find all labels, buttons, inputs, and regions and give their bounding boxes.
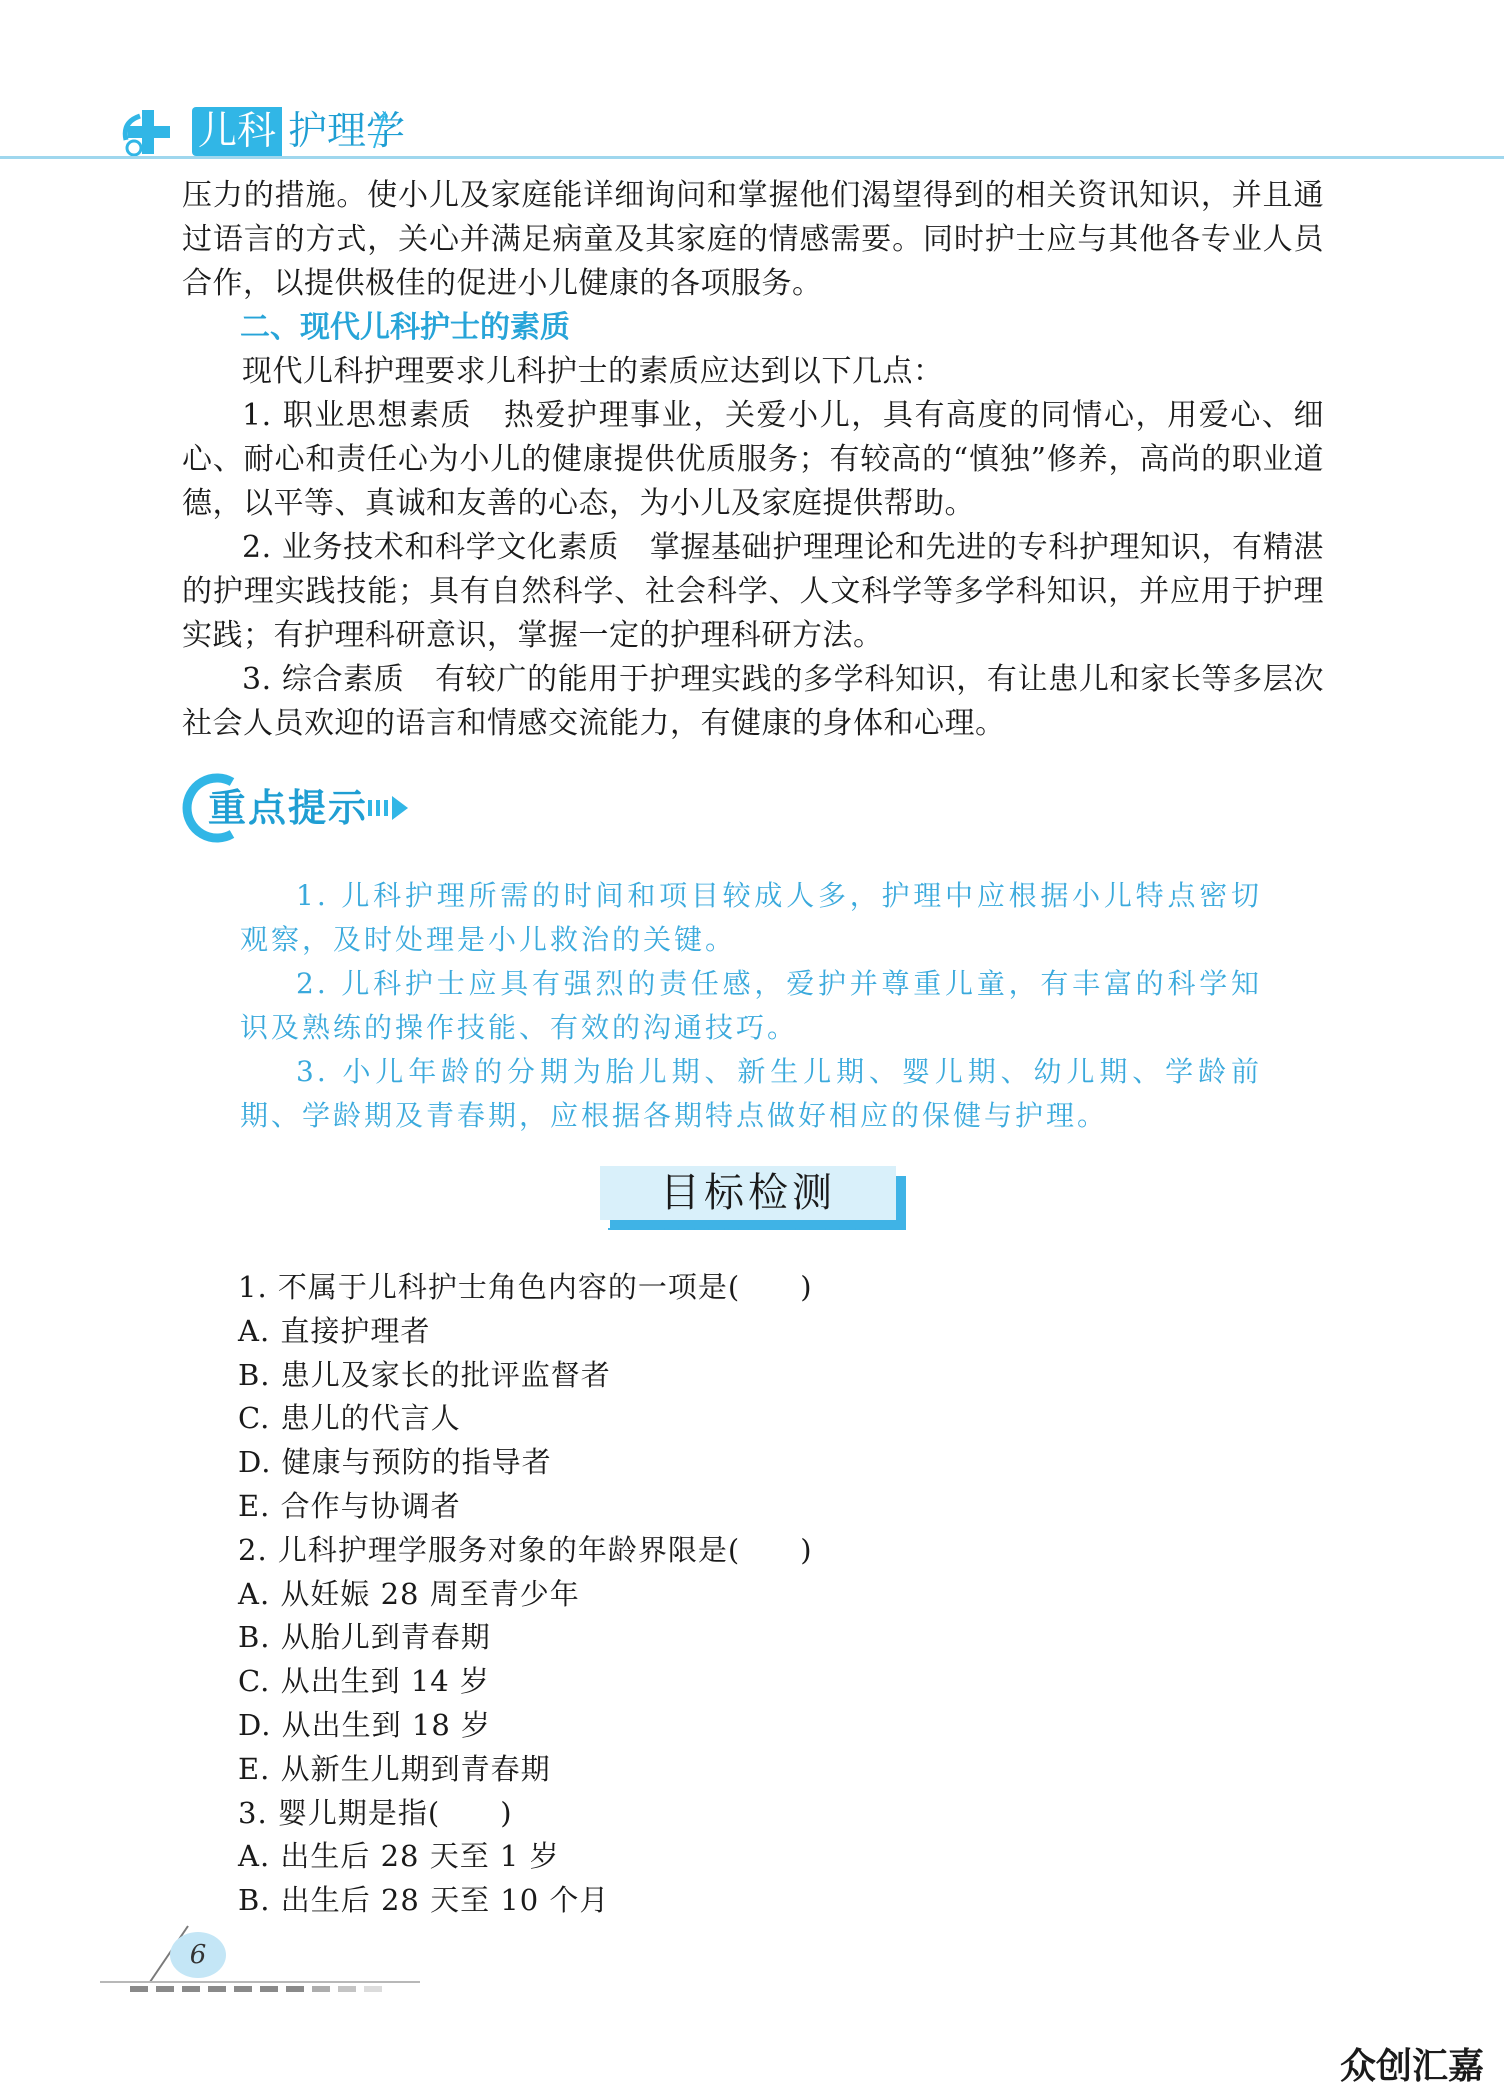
option-line: C. 从出生到 14 岁 xyxy=(238,1664,490,1699)
page-number: 6 xyxy=(189,1940,207,1970)
option-line: B. 出生后 28 天至 10 个月 xyxy=(238,1883,610,1918)
option-line: B. 从胎儿到青春期 xyxy=(238,1620,491,1655)
key-points-list xyxy=(240,874,1262,1138)
option-line: E. 从新生儿期到青春期 xyxy=(238,1751,551,1786)
key-point-item: 1. 儿科护理所需的时间和项目较成人多，护理中应根据小儿特点密切观察，及时处理是小儿救治的关键。 xyxy=(240,879,1262,956)
option-line: A. 从妊娠 28 周至青少年 xyxy=(238,1576,580,1611)
option-line: D. 健康与预防的指导者 xyxy=(238,1445,552,1480)
page-header xyxy=(0,0,1504,170)
key-points-banner xyxy=(178,772,438,844)
arrow-right-icon xyxy=(368,794,418,822)
option-line: D. 从出生到 18 岁 xyxy=(238,1707,491,1742)
quiz-title: 目标检测 xyxy=(660,1170,836,1216)
header-title-highlight: 儿科 xyxy=(192,107,282,156)
option-line: A. 直接护理者 xyxy=(238,1313,431,1348)
option-line: B. 患儿及家长的批评监督者 xyxy=(238,1357,611,1392)
body-paragraph: 现代儿科护理要求儿科护士的素质应达到以下几点： xyxy=(242,354,944,389)
question-line: 1. 不属于儿科护士角色内容的一项是( ) xyxy=(238,1270,813,1304)
key-point-item: 2. 儿科护士应具有强烈的责任感，爱护并尊重儿童，有丰富的科学知识及熟练的操作技能、有效的沟通技巧。 xyxy=(240,967,1262,1044)
medical-cross-logo-icon xyxy=(118,102,188,162)
footer-decoration xyxy=(100,1920,420,2000)
header-divider xyxy=(0,156,1504,159)
body-paragraph: 3. 综合素质 有较广的能用于护理实践的多学科知识，有让患儿和家长等多层次社会人员欢迎的语言和情感交流能力，有健康的身体和心理。 xyxy=(182,662,1324,741)
key-points-title: 重点提示 xyxy=(208,785,369,830)
question-line: 2. 儿科护理学服务对象的年龄界限是( ) xyxy=(238,1532,813,1567)
quiz-list xyxy=(238,1266,1278,1923)
body-section xyxy=(182,174,1324,746)
arrow-up-icon xyxy=(368,110,392,150)
quiz-banner xyxy=(600,1166,910,1232)
body-paragraph: 1. 职业思想素质 热爱护理事业，关爱小儿，具有高度的同情心，用爱心、细心、耐心和责任心为小儿的健康提供优质服务；有较高的“慎独”修养，高尚的职业道德，以平等、真诚和友善的心态，为小儿及家庭提供帮助。 xyxy=(182,398,1324,521)
body-paragraph: 压力的措施。使小儿及家庭能详细询问和掌握他们渴望得到的相关资讯知识，并且通过语言的方式，关心并满足病童及其家庭的情感需要。同时护士应与其他各专业人员合作，以提供极佳的促进小儿健康的各项服务。 xyxy=(182,178,1324,301)
option-line: A. 出生后 28 天至 1 岁 xyxy=(238,1839,560,1874)
key-point-item: 3. 小儿年龄的分期为胎儿期、新生儿期、婴儿期、幼儿期、学龄前期、学龄期及青春期，应根据各期特点做好相应的保健与护理。 xyxy=(240,1055,1262,1132)
watermark: 众创汇嘉 xyxy=(1340,2046,1485,2087)
page-number-badge xyxy=(170,1932,226,1978)
section-title: 二、现代儿科护士的素质 xyxy=(240,310,570,345)
option-line: E. 合作与协调者 xyxy=(238,1488,461,1523)
question-line: 3. 婴儿期是指( ) xyxy=(238,1795,513,1830)
quiz-banner-dash xyxy=(608,1228,906,1230)
option-line: C. 患儿的代言人 xyxy=(238,1401,461,1436)
body-paragraph: 2. 业务技术和科学文化素质 掌握基础护理理论和先进的专科护理知识，有精湛的护理实践技能；具有自然科学、社会科学、人文科学等多学科知识，并应用于护理实践；有护理科研意识，掌握一定的护理科研方法。 xyxy=(182,530,1324,653)
header-title-rest: 护理学 xyxy=(288,109,406,154)
